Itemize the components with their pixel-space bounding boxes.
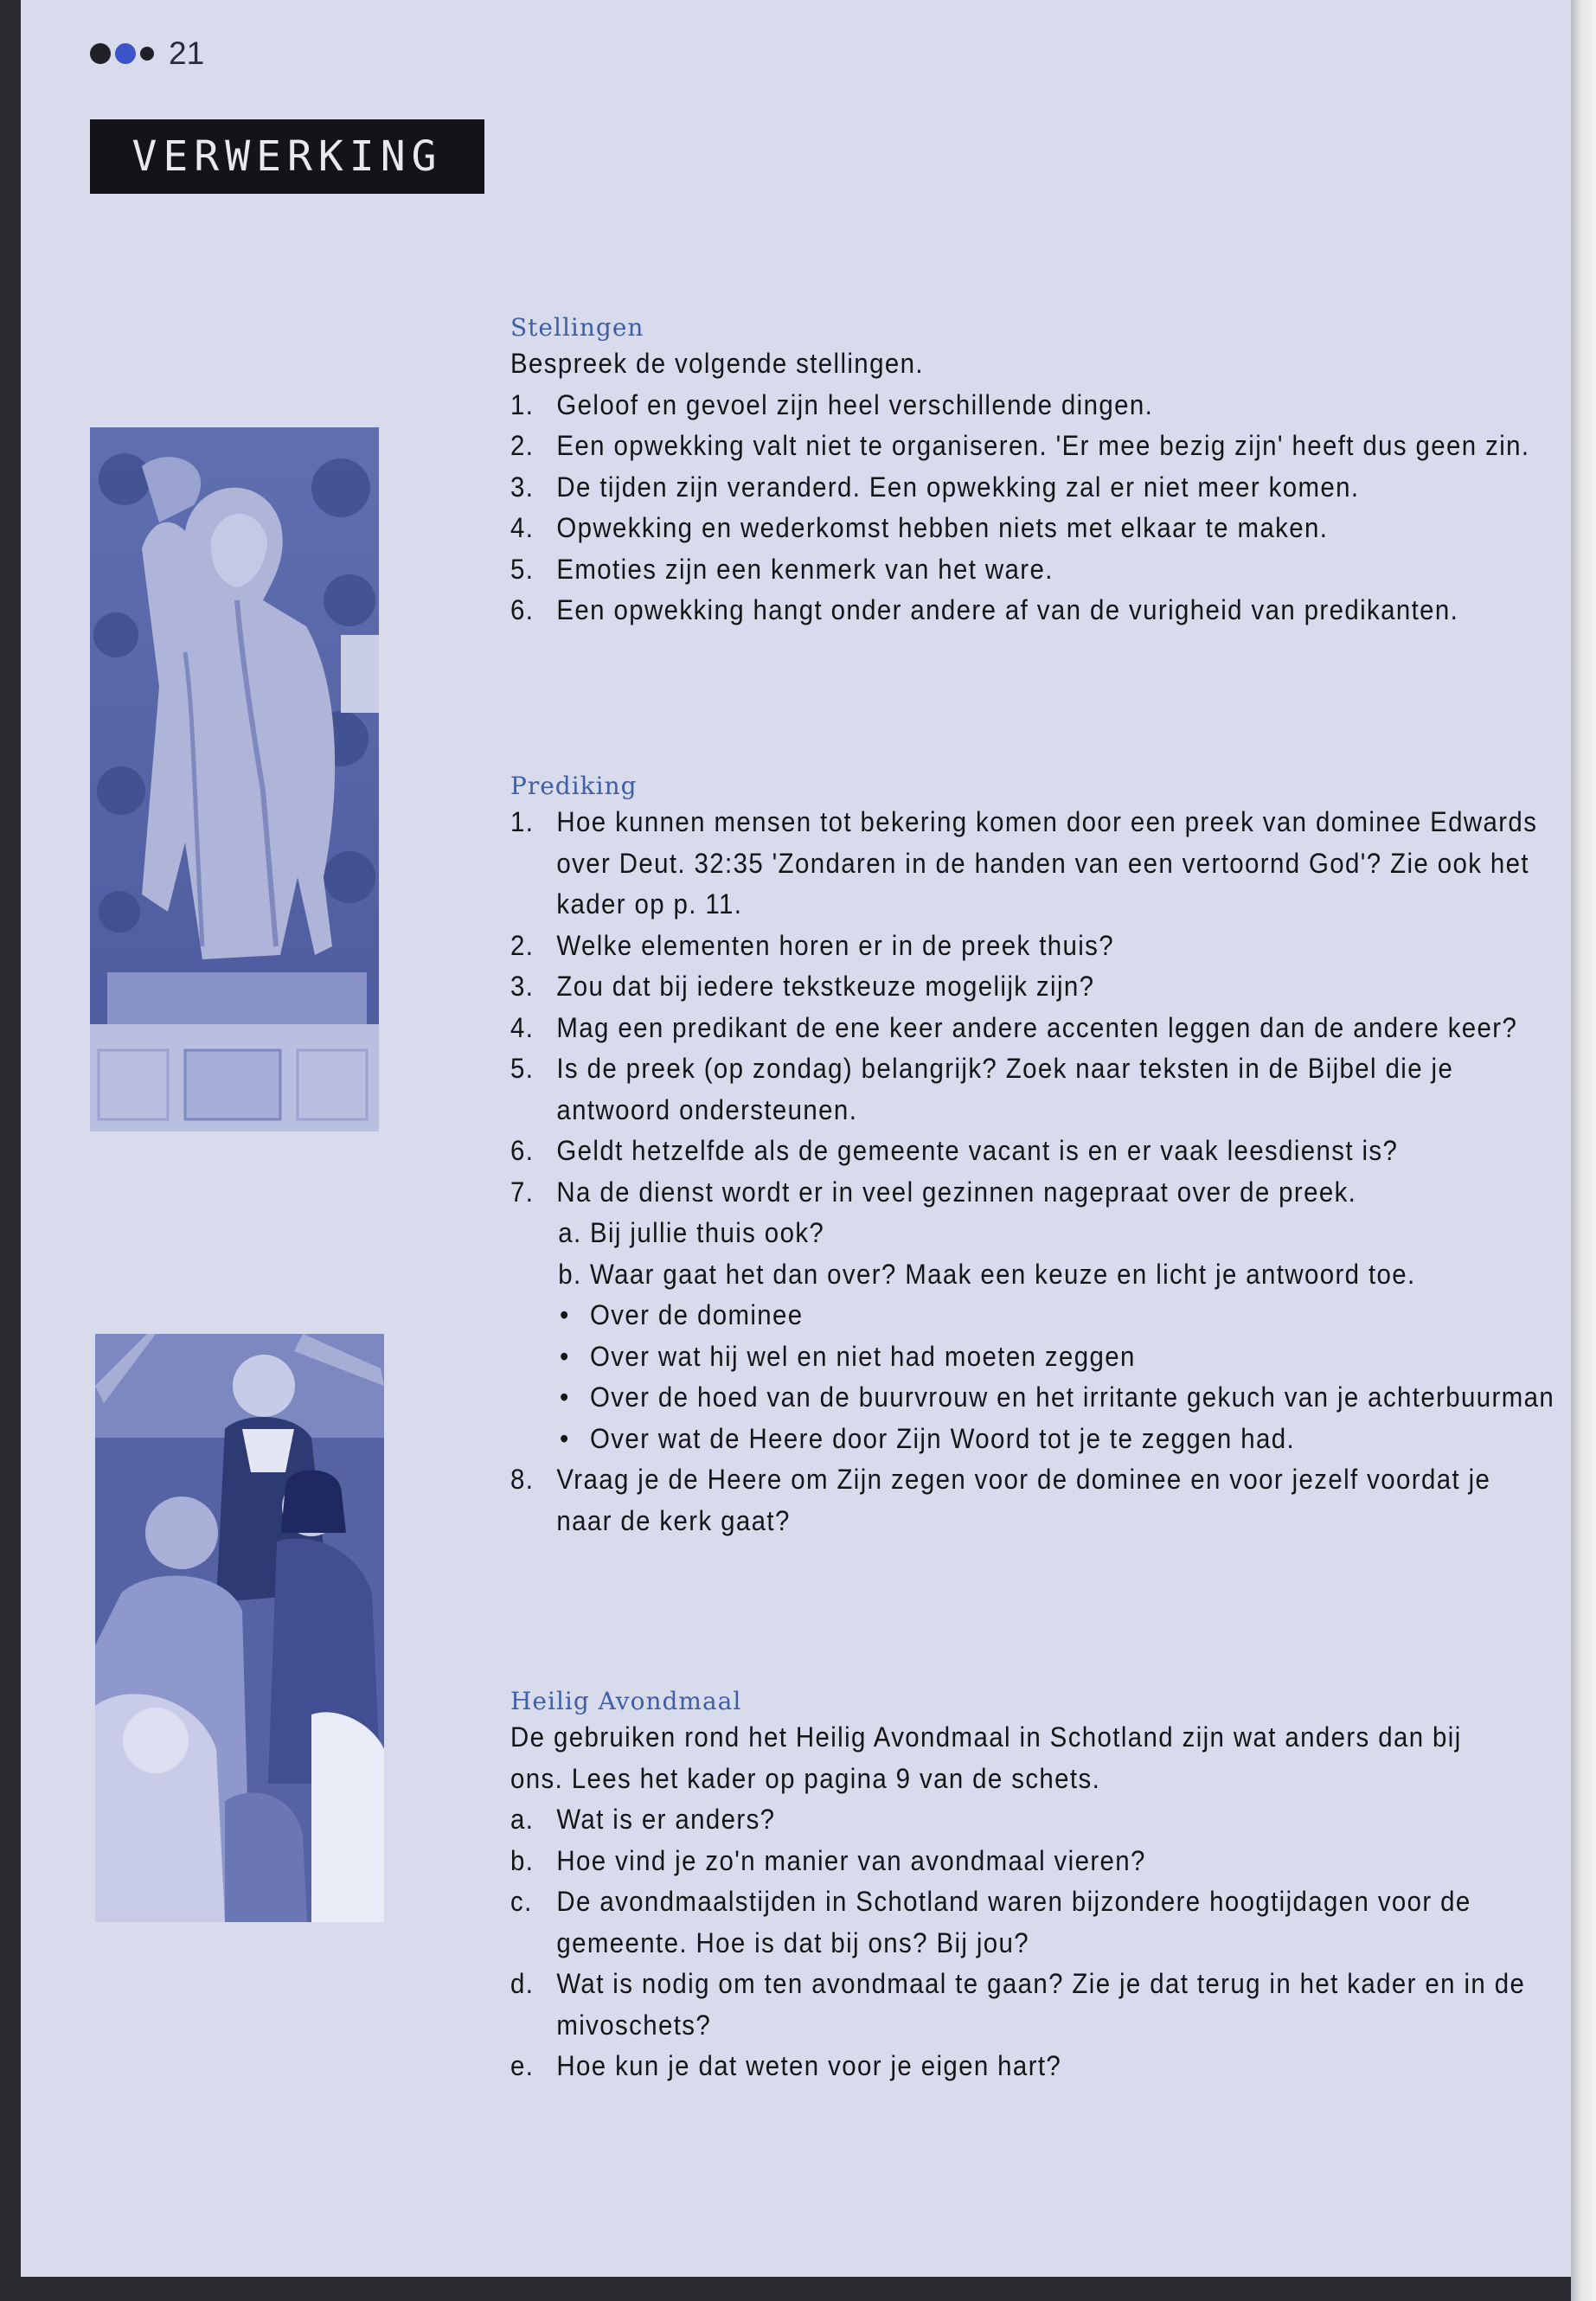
section-intro: Bespreek de volgende stellingen. [510,348,924,379]
sub-item: b. Waar gaat het dan over? Maak een keuze en licht je antwoord toe. [558,1258,1416,1290]
list-item: c. De avondmaalstijden in Schotland waren bijzondere hoogtijdagen voor de gemeente. Hoe is dat bij ons? Bij jou? [510,1886,1471,1958]
list-item: 1. Hoe kunnen mensen tot bekering komen door een preek van dominee Edwards over Deut. 32:35 'Zondaren in de handen van een vertoornd God'? Zie ook het kader op p. 11. [510,806,1538,920]
bullet-item: • Over de dominee [560,1299,804,1330]
section-stellingen [510,313,1530,631]
list-item: 3. Zou dat bij iedere tekstkeuze mogelijk zijn? [510,971,1095,1002]
section-heading-stellingen: Stellingen [510,313,644,342]
list-item: 4. Mag een predikant de ene keer andere accenten leggen dan de andere keer? [510,1011,1518,1043]
sub-item: a. Bij jullie thuis ook? [558,1217,825,1248]
dot-icon [140,47,154,61]
list-item: 3. De tijden zijn veranderd. Een opwekking zal er niet meer komen. [510,471,1360,503]
crowd-photo [95,1334,384,1922]
section-heading-avondmaal: Heilig Avondmaal [510,1687,742,1715]
list-item: a. Wat is er anders? [510,1804,776,1835]
prediking-list [510,802,1555,1541]
page-number [90,35,204,73]
bullet-item: • Over de hoed van de buurvrouw en het irritante gekuch van je achterbuurman [560,1381,1555,1413]
bullet-item: • Over wat hij wel en niet had moeten zeggen [560,1340,1136,1372]
avondmaal-list [510,1799,1526,2087]
list-item: 7. Na de dienst wordt er in veel gezinnen nagepraat over de preek. [510,1176,1357,1208]
list-item: 5. Is de preek (op zondag) belangrijk? Zoek naar teksten in de Bijbel die je antwoord ondersteunen. [510,1053,1454,1125]
section-prediking [510,772,1555,1541]
list-item: d. Wat is nodig om ten avondmaal te gaan? Zie je dat terug in het kader en in de mivoschets? [510,1968,1526,2041]
bullet-item: • Over wat de Heere door Zijn Woord tot je te zeggen had. [560,1422,1296,1454]
page-number-value: 21 [169,35,205,71]
section-intro: De gebruiken rond het Heilig Avondmaal in Schotland zijn wat anders dan bij ons. Lees het kader op pagina 9 van de schets. [510,1721,1462,1794]
statue-photo [90,427,379,1131]
list-item: 1. Geloof en gevoel zijn heel verschillende dingen. [510,388,1154,420]
section-heading-prediking: Prediking [510,772,638,800]
list-item: b. Hoe vind je zo'n manier van avondmaal vieren? [510,1844,1146,1876]
dot-icon [90,43,111,64]
list-item: 8. Vraag je de Heere om Zijn zegen voor de dominee en voor jezelf voordat je naar de kerk gaat? [510,1464,1491,1536]
section-avondmaal [510,1687,1526,2087]
list-item: 2. Een opwekking valt niet te organiseren. 'Er mee bezig zijn' heeft dus geen zin. [510,430,1530,461]
list-item: 6. Een opwekking hangt onder andere af van de vurigheid van predikanten. [510,594,1459,625]
list-item: 2. Welke elementen horen er in de preek thuis? [510,929,1115,961]
list-item: 4. Opwekking en wederkomst hebben niets met elkaar te maken. [510,512,1329,543]
stellingen-list [510,385,1530,631]
section-banner: VERWERKING [90,119,484,194]
page-edge [1571,0,1596,2301]
dot-icon [115,43,136,64]
list-item: 5. Emoties zijn een kenmerk van het ware. [510,553,1054,585]
list-item: 6. Geldt hetzelfde als de gemeente vacant is en er vaak leesdienst is? [510,1135,1399,1166]
list-item: e. Hoe kun je dat weten voor je eigen hart? [510,2050,1062,2081]
